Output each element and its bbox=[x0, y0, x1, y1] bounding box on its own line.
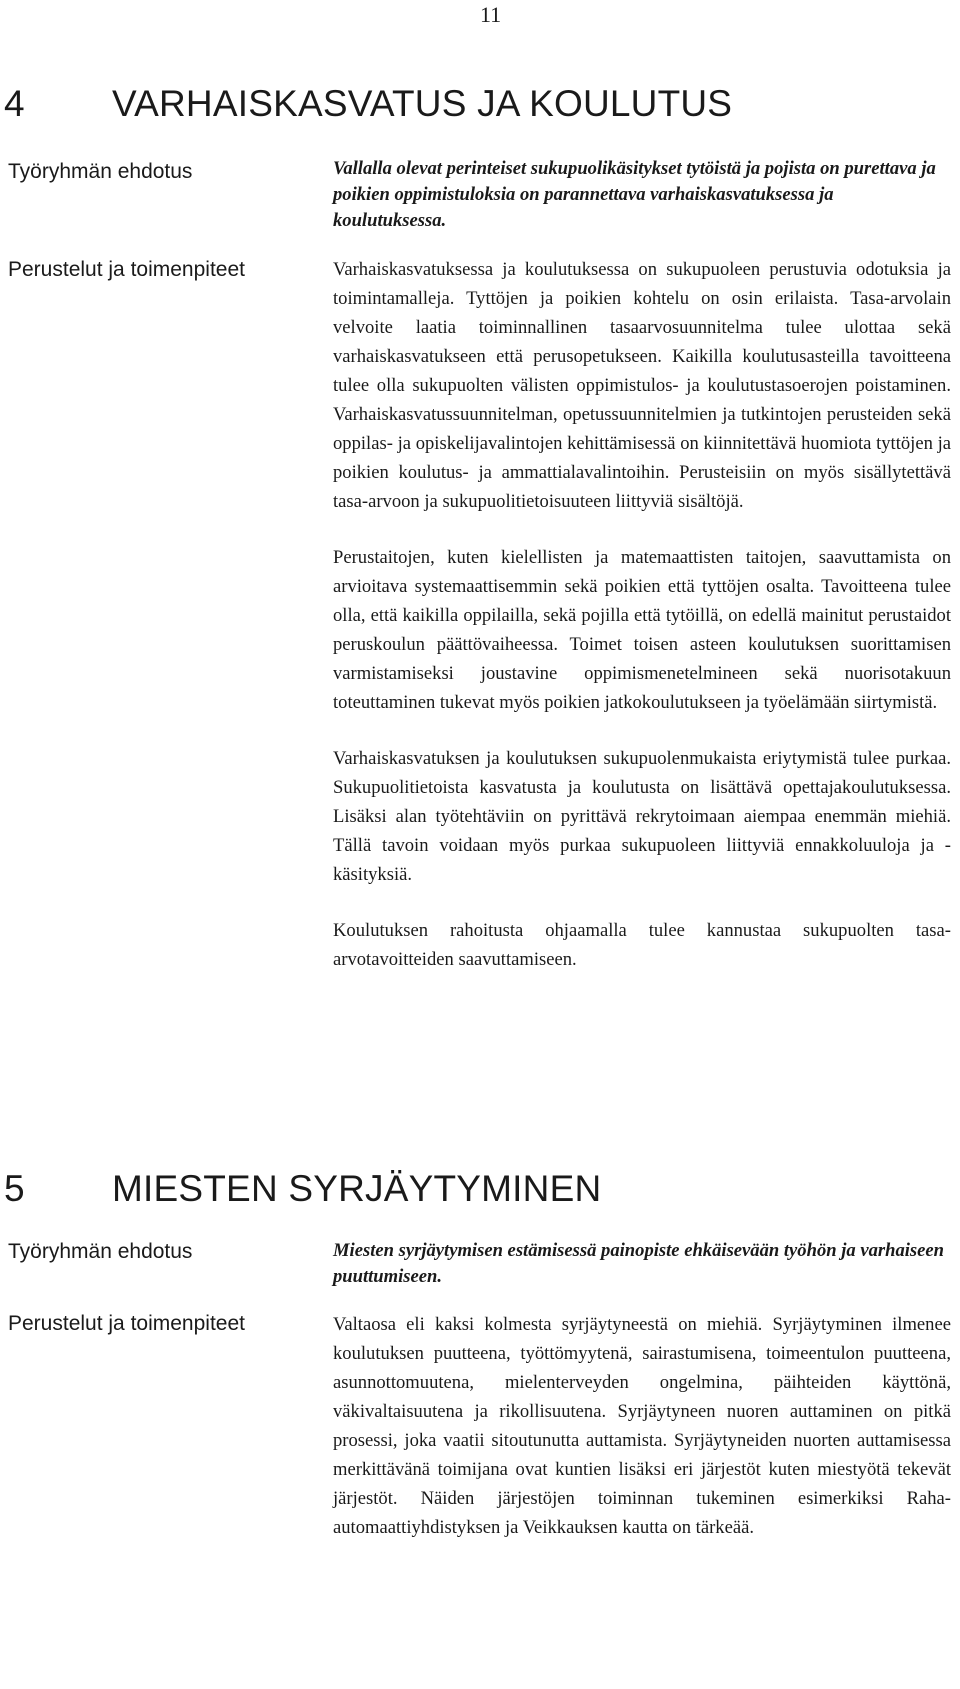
chapter-title: VARHAISKASVATUS JA KOULUTUS bbox=[112, 83, 733, 124]
rationale-label: Perustelut ja toimenpiteet bbox=[8, 1312, 245, 1335]
proposal-label: Työryhmän ehdotus bbox=[8, 160, 193, 183]
proposal-text: Miesten syrjäytymisen estämisessä painopiste ehkäisevään työhön ja varhaiseen puuttumiseen. bbox=[333, 1240, 945, 1287]
proposal-block bbox=[333, 1238, 951, 1290]
body-paragraph: Perustaitojen, kuten kielellisten ja matemaattisten taitojen, saavuttamista on arvioitava systemaattisemmin sekä poikien että tyttöjen osalta. Tavoitteena tulee olla, että kaikilla oppilailla, sekä pojilla että tytöillä, on edellä mainitut perustaidot peruskoulun päättövaiheessa. Toimet toisen asteen koulutuksen suorittamisen varmistamiseksi joustavine oppimismenetelmineen sekä nuorisotakuun toteuttaminen tukevat myös poikien jatkokoulutukseen ja työelämään siirtymistä. bbox=[333, 547, 951, 713]
proposal-text: Vallalla olevat perinteiset sukupuolikäsitykset tytöistä ja pojista on purettava ja poikien oppimistuloksia on parannettava varhaiskasvatuksessa ja koulutuksessa. bbox=[333, 158, 936, 231]
body-paragraph: Valtaosa eli kaksi kolmesta syrjäytyneestä on miehiä. Syrjäytyminen ilmenee koulutuksen puutteena, työttömyytenä, sairastumisena, toimeentulon puutteena, asunnottomuutena, mielenterveyden ongelmina, päihteiden käyttönä, väkivaltaisuutena ja rikollisuutena. Syrjäytyneen nuoren auttaminen on pitkä prosessi, joka vaatii sitoutunutta auttamista. Syrjäytyneiden nuorten auttamisessa merkittävänä toimijana ovat kuntien lisäksi eri järjestöt kuten miestyötä tekevät järjestöt. Näiden järjestöjen toiminnan tukeminen esimerkiksi Rahaautomaattiyhdistyksen ja Veikkauksen kautta on tärkeää. bbox=[333, 1314, 951, 1538]
chapter-number: 4 bbox=[4, 83, 25, 124]
body-paragraph: Koulutuksen rahoitusta ohjaamalla tulee kannustaa sukupuolten tasa-arvotavoitteiden saavuttamiseen. bbox=[333, 920, 951, 970]
body-paragraph: Varhaiskasvatuksen ja koulutuksen sukupuolenmukaista eriytymistä tulee purkaa. Sukupuolitietoista kasvatusta ja koulutusta on lisättävä opettajakoulutuksessa. Lisäksi alan työtehtäviin on pyrittävä rekrytoimaan aiempaa enemmän miehiä. Tällä tavoin voidaan myös purkaa sukupuoleen liittyviä ennakkoluuloja ja -käsityksiä. bbox=[333, 748, 951, 885]
chapter-number: 5 bbox=[4, 1168, 25, 1209]
page-number: 11 bbox=[480, 2, 502, 27]
rationale-body bbox=[333, 1310, 951, 1542]
chapter-heading-5 bbox=[4, 1168, 601, 1210]
body-paragraph: Varhaiskasvatuksessa ja koulutuksessa on sukupuoleen perustuvia odotuksia ja toimintamalleja. Tyttöjen ja poikien kohtelu on osin erilaista. Tasa-arvolain velvoite laatia toiminnallinen tasaarvosuunnitelma tulee ulottaa sekä varhaiskasvatukseen että perusopetukseen. Kaikilla koulutusasteilla tavoitteena tulee olla sukupuolten välisten oppimistulos- ja koulutustasoerojen poistaminen. Varhaiskasvatussuunnitelman, opetussuunnitelmien ja tutkintojen perusteiden sekä oppilas- ja opiskelijavalintojen kehittämisessä on kiinnitettävä huomiota tyttöjen ja poikien koulutus- ja ammattialavalintoihin. Perusteisiin on myös sisällytettävä tasa-arvoon ja sukupuolitietoisuuteen liittyviä sisältöjä. bbox=[333, 259, 951, 512]
chapter-title: MIESTEN SYRJÄYTYMINEN bbox=[112, 1168, 602, 1209]
proposal-block bbox=[333, 156, 951, 234]
rationale-body bbox=[333, 255, 951, 974]
proposal-label: Työryhmän ehdotus bbox=[8, 1240, 193, 1263]
rationale-label: Perustelut ja toimenpiteet bbox=[8, 258, 245, 281]
chapter-heading-4 bbox=[4, 83, 732, 125]
